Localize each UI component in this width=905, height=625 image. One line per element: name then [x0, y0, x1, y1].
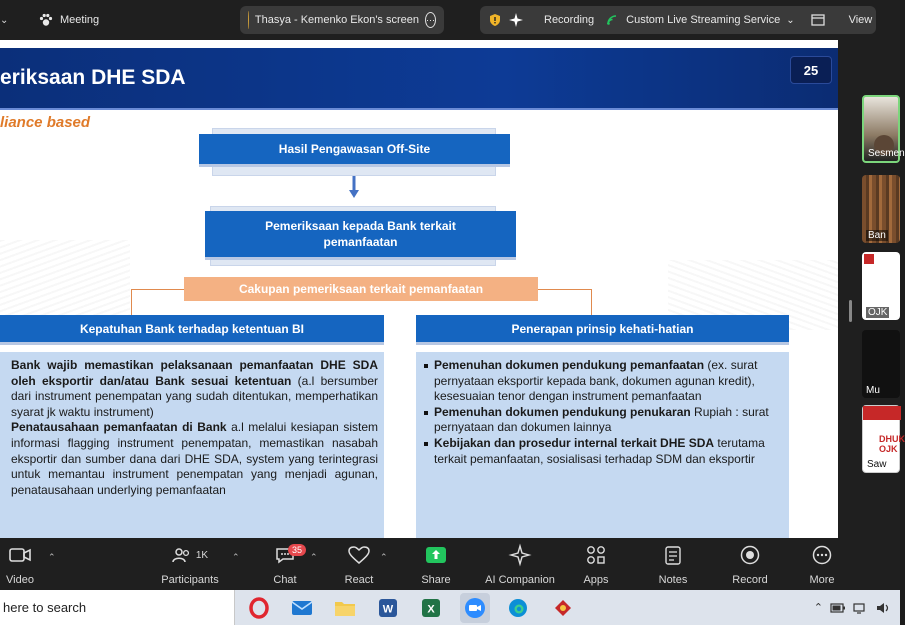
chevron-up-icon[interactable]: ⌃: [232, 552, 240, 562]
participants-button[interactable]: 1K Participants: [150, 544, 230, 586]
connector-line: [131, 289, 184, 290]
game-app-icon[interactable]: [548, 593, 578, 623]
participant-name: Ban: [868, 230, 886, 241]
sharer-avatar: [248, 11, 249, 29]
down-arrow-icon: [349, 176, 359, 200]
video-camera-icon: [9, 547, 31, 563]
tile-text: DHUK OJK: [879, 434, 905, 454]
more-button[interactable]: More: [782, 544, 862, 586]
background-decoration: [0, 240, 130, 320]
right-panel: [416, 352, 789, 538]
apps-grid-icon: [586, 545, 606, 565]
bullet-icon: [424, 364, 428, 368]
edge-app-icon[interactable]: [503, 593, 533, 623]
chevron-up-icon[interactable]: ⌃: [813, 602, 823, 614]
video-tile[interactable]: [862, 330, 900, 398]
notes-button[interactable]: Notes: [633, 544, 713, 586]
strip-scrollbar[interactable]: [849, 300, 852, 322]
box-hasil-pengawasan: Hasil Pengawasan Off-Site: [199, 134, 510, 164]
share-screen-label: Thasya - Kemenko Ekon's screen: [254, 14, 419, 26]
ai-companion-button[interactable]: AI Companion: [480, 544, 560, 586]
share-screen-pill[interactable]: [240, 6, 444, 34]
share-screen-icon: [425, 546, 447, 564]
list-item: Kebijakan dan prosedur internal terkait DHE SDA terutama terkait pemanfaatan, sosialisasi terhadap SDM dan eksportir: [424, 436, 779, 467]
video-button[interactable]: Video: [0, 544, 60, 586]
svg-text:X: X: [427, 603, 435, 616]
taskbar-search-input[interactable]: here to search: [0, 590, 235, 625]
chat-button[interactable]: Chat: [245, 544, 325, 586]
folder-app-icon[interactable]: [330, 593, 360, 623]
more-options-icon[interactable]: ⋯: [425, 12, 436, 28]
recording-label[interactable]: Recording: [544, 14, 595, 26]
participants-count: 1K: [195, 549, 209, 561]
ai-sparkle-icon: [510, 545, 530, 565]
scope-box: Cakupan pemeriksaan terkait pemanfaatan: [184, 277, 538, 301]
participant-name: OJK: [868, 307, 888, 318]
bullet-icon: [424, 411, 428, 415]
list-item: Pemenuhan dokumen pendukung penukaran Rupiah : surat pernyataan dan dokumen lainnya: [424, 405, 779, 436]
svg-text:W: W: [382, 603, 394, 616]
record-button[interactable]: Record: [710, 544, 790, 586]
excel-app-icon[interactable]: [416, 593, 446, 623]
heart-icon: [348, 546, 370, 564]
left-header: Kepatuhan Bank terhadap ketentuan BI: [0, 315, 384, 342]
opera-app-icon[interactable]: [244, 593, 274, 623]
meeting-menu[interactable]: [38, 0, 99, 40]
slide-title: eriksaan DHE SDA: [0, 66, 186, 89]
more-dots-icon: [812, 545, 832, 565]
apps-button[interactable]: Apps: [556, 544, 636, 586]
chevron-down-icon[interactable]: ⌄: [786, 14, 795, 26]
notes-icon: [664, 545, 682, 565]
window-icon[interactable]: [811, 14, 825, 26]
header-divider: [0, 108, 838, 110]
view-button[interactable]: View: [848, 14, 873, 26]
record-icon: [740, 545, 760, 565]
zoom-app-icon[interactable]: [460, 593, 490, 623]
video-tile[interactable]: [862, 252, 900, 320]
mail-app-icon[interactable]: [287, 593, 317, 623]
slide-header: [0, 48, 838, 108]
react-button[interactable]: React: [319, 544, 399, 586]
connector-line: [591, 289, 592, 315]
page-number-badge: 25: [790, 56, 832, 84]
participant-name: Mu: [866, 385, 880, 396]
right-header: Penerapan prinsip kehati-hatian: [416, 315, 789, 342]
people-icon: [172, 547, 192, 563]
chevron-up-icon[interactable]: ⌃: [48, 552, 56, 562]
network-icon[interactable]: [853, 602, 869, 614]
paw-icon: [38, 12, 54, 28]
bullet-icon: [424, 442, 428, 446]
video-tile[interactable]: [862, 175, 900, 243]
zoom-top-bar: [0, 0, 900, 40]
share-button[interactable]: Share: [396, 544, 476, 586]
participant-name: Sesmen: [868, 148, 905, 159]
meeting-status-pill: [480, 6, 876, 34]
chevron-down-icon[interactable]: ⌄: [0, 14, 9, 26]
zoom-toolbar: [0, 538, 900, 590]
left-panel: [0, 352, 384, 538]
meeting-label: Meeting: [60, 14, 100, 26]
slide-subtitle: liance based: [0, 114, 91, 131]
word-app-icon[interactable]: [373, 593, 403, 623]
ai-sparkle-icon[interactable]: [508, 12, 524, 28]
chevron-up-icon[interactable]: ⌃: [310, 552, 318, 562]
windows-taskbar: [0, 590, 900, 625]
live-streaming-label[interactable]: Custom Live Streaming Service: [626, 14, 781, 26]
video-tile[interactable]: [862, 405, 905, 473]
connector-line: [538, 289, 591, 290]
top-left-menu[interactable]: [0, 0, 8, 40]
connector-line: [131, 289, 132, 315]
left-paragraph-2: Penatausahaan pemanfaatan di Bank a.l melalui kesiapan sistem informasi flagging instrument penempatan, memastikan nasabah eksportir dan sumber dana dari DHE SDA, system yang terintegrasi untuk memantau instrument penempatan yang menjadi agunan, penatausahaan underlying pemanfaatan: [11, 420, 378, 497]
shared-slide: [0, 40, 838, 538]
left-paragraph-1: Bank wajib memastikan pelaksanaan pemanfaatan DHE SDA oleh eksportir dan/atau Bank sesuai ketentuan (a.l bersumber dari instrument penempatan yang sudah ditentukan, memperhatikan syarat jk waktu instrument): [11, 358, 378, 419]
speaker-icon[interactable]: [876, 602, 890, 614]
live-stream-icon: [606, 14, 620, 26]
shield-icon[interactable]: [488, 13, 502, 27]
chat-unread-badge: 35: [288, 544, 306, 556]
video-tile[interactable]: [862, 95, 905, 163]
chevron-up-icon[interactable]: ⌃: [380, 552, 388, 562]
list-item: Pemenuhan dokumen pendukung pemanfaatan (ex. surat pernyataan eksportir kepada bank, dokumen agunan kredit), kesesuaian tenor dengan instrument pemanfaatan: [424, 358, 779, 405]
participant-name: Saw: [867, 459, 887, 470]
box-pemeriksaan: Pemeriksaan kepada Bank terkait pemanfaatan: [205, 211, 516, 257]
system-tray: [814, 590, 890, 625]
battery-icon[interactable]: [830, 603, 846, 613]
